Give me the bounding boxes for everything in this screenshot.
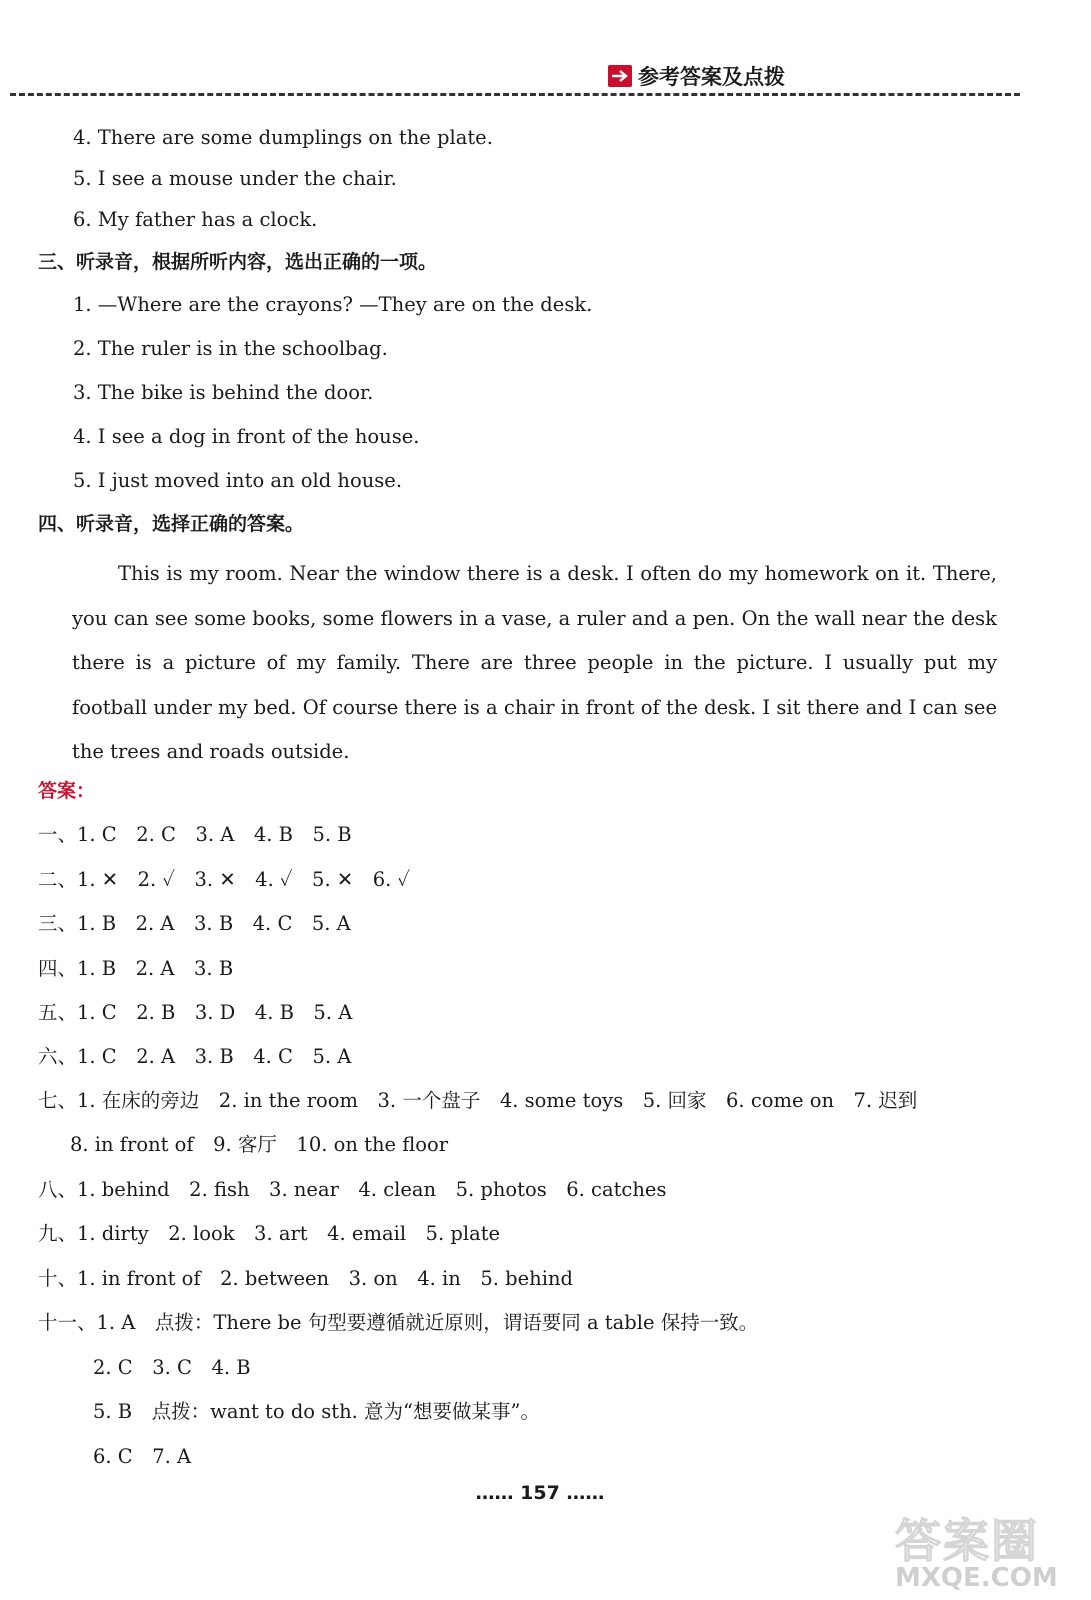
answers-label: 答案： xyxy=(38,780,96,802)
watermark xyxy=(895,1505,1075,1593)
header-title: 参考答案及点拨 xyxy=(638,65,785,89)
answer-line: 五、1. C 2. B 3. D 4. B 5. A xyxy=(38,1001,353,1024)
header-divider xyxy=(10,93,1020,96)
answer-line: 5. B 点拨：want to do sth. 意为“想要做某事”。 xyxy=(93,1400,540,1423)
answer-line: 十、1. in front of 2. between 3. on 4. in 5. behind xyxy=(38,1267,573,1290)
passage xyxy=(72,552,997,775)
script-line: 6. My father has a clock. xyxy=(73,208,318,231)
script-line: 5. I just moved into an old house. xyxy=(73,469,403,492)
answer-line: 六、1. C 2. A 3. B 4. C 5. A xyxy=(38,1045,352,1068)
answer-line: 八、1. behind 2. fish 3. near 4. clean 5. photos 6. catches xyxy=(38,1178,667,1201)
passage-text: This is my room. Near the window there is a desk. I often do my homework on it. There, you can see some books, some flowers in a vase, a ruler and a pen. On the wall near the desk there is a picture of my family. There are three people in the picture. I usually put my football under my bed. Of course there is a chair in front of the desk. I sit there and I can see the trees and roads outside. xyxy=(72,562,997,763)
answer-line: 一、1. C 2. C 3. A 4. B 5. B xyxy=(38,823,352,846)
answer-line: 二、1. ✕ 2. ✓ 3. ✕ 4. ✓ 5. ✕ 6. ✓ xyxy=(38,868,411,891)
page-number: …… 157 …… xyxy=(475,1482,605,1504)
script-line: 2. The ruler is in the schoolbag. xyxy=(73,337,388,360)
watermark-url: MXQE.COM xyxy=(895,1563,1058,1593)
script-line: 1. —Where are the crayons? —They are on the desk. xyxy=(73,293,593,316)
section-heading: 三、听录音，根据所听内容，选出正确的一项。 xyxy=(38,251,438,273)
answer-line: 九、1. dirty 2. look 3. art 4. email 5. plate xyxy=(38,1222,501,1245)
script-line: 5. I see a mouse under the chair. xyxy=(73,167,397,190)
section-heading: 四、听录音，选择正确的答案。 xyxy=(38,513,305,535)
answer-line: 四、1. B 2. A 3. B xyxy=(38,957,234,980)
page-header xyxy=(0,0,1091,110)
answer-line: 2. C 3. C 4. B xyxy=(93,1356,251,1379)
script-line: 3. The bike is behind the door. xyxy=(73,381,374,404)
arrow-right-icon xyxy=(608,65,632,87)
header-title-group xyxy=(608,60,785,92)
answer-line: 三、1. B 2. A 3. B 4. C 5. A xyxy=(38,912,351,935)
answer-line: 8. in front of 9. 客厅 10. on the floor xyxy=(70,1133,449,1156)
answer-line: 七、1. 在床的旁边 2. in the room 3. 一个盘子 4. some toys 5. 回家 6. come on 7. 迟到 xyxy=(38,1089,918,1112)
watermark-logo: 答案圈 xyxy=(895,1514,1039,1568)
script-line: 4. I see a dog in front of the house. xyxy=(73,425,420,448)
answer-line: 十一、1. A 点拨：There be 句型要遵循就近原则，谓语要同 a table 保持一致。 xyxy=(38,1311,759,1334)
script-line: 4. There are some dumplings on the plate. xyxy=(73,126,493,149)
answer-line: 6. C 7. A xyxy=(93,1445,192,1468)
